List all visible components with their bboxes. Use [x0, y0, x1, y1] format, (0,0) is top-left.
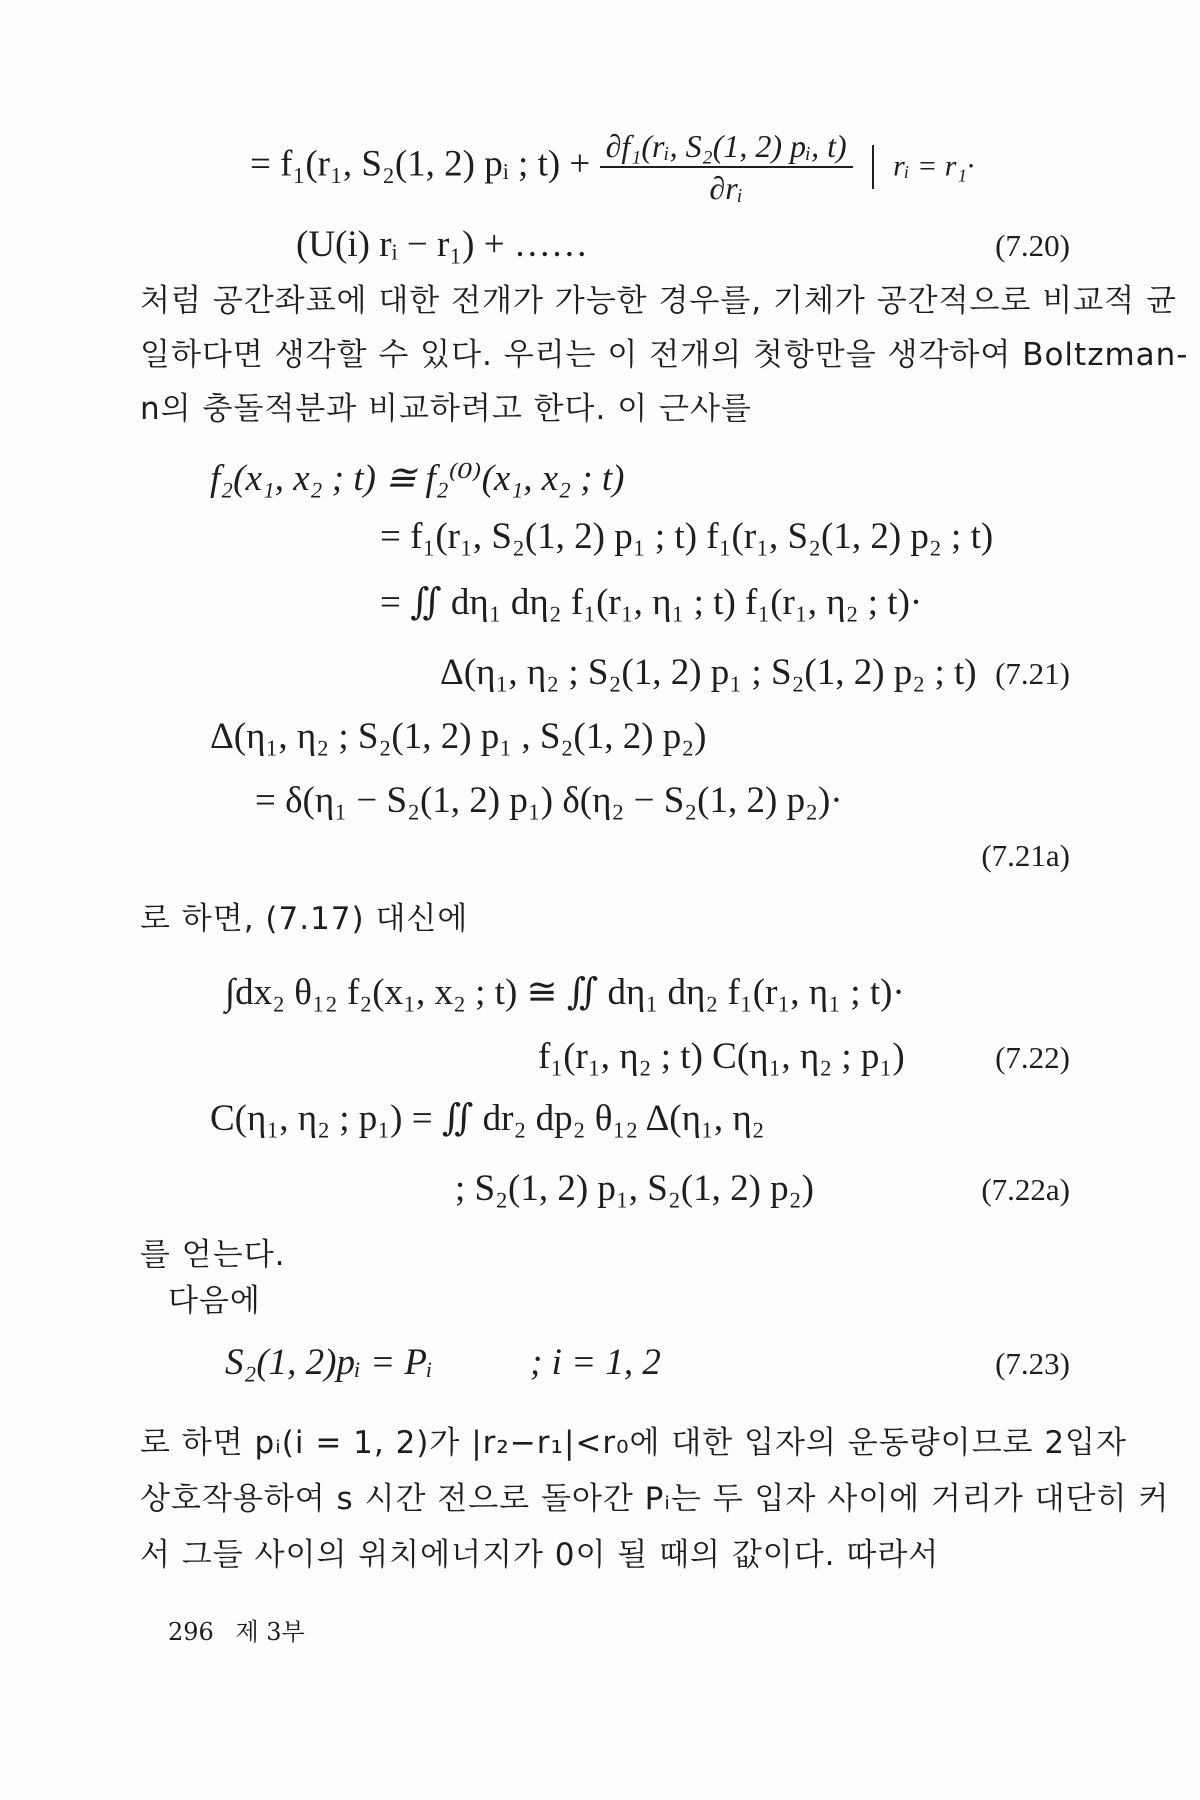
eq-7-22-line1: ∫dx₂ θ₁₂ f₂(x₁, x₂ ; t) ≅ ∬ dη₁ dη₂ f₁(r₁, η₁ ; t)· [225, 972, 905, 1013]
eq-7-21-line1: f₂(x₁, x₂ ; t) ≅ f₂⁽⁰⁾(x₁, x₂ ; t) [210, 458, 625, 499]
paragraph3: 를 얻는다. [140, 1237, 286, 1273]
eq-7-22a-line2: ; S₂(1, 2) p₁, S₂(1, 2) p₂) [455, 1168, 814, 1209]
eq-7-20-line2: (U(i) rᵢ − r₁) + …… [296, 224, 588, 265]
eq-7-22a-number: (7.22a) [981, 1172, 1070, 1207]
paragraph1-line2: 일하다면 생각할 수 있다. 우리는 이 전개의 첫항만을 생각하여 Boltzman- [140, 337, 1189, 373]
paragraph1-line1: 처럼 공간좌표에 대한 전개가 가능한 경우를, 기체가 공간적으로 비교적 균 [140, 283, 1177, 319]
eq-7-20-line1 [250, 130, 974, 204]
paragraph1-line3: n의 충돌적분과 비교하려고 한다. 이 근사를 [140, 391, 752, 427]
eq-7-20-condition: rᵢ = r₁· [893, 149, 975, 183]
eq-7-20-numerator: ∂f₁(rᵢ, S₂(1, 2) pᵢ, t) [605, 128, 847, 164]
section-label: 제 3부 [235, 1618, 305, 1646]
eq-7-21-line2: = f₁(r₁, S₂(1, 2) p₁ ; t) f₁(r₁, S₂(1, 2) p₂ ; t) [380, 516, 994, 557]
eq-7-22a-line1: C(η₁, η₂ ; p₁) = ∬ dr₂ dp₂ θ₁₂ Δ(η₁, η₂ [210, 1098, 765, 1139]
eq-7-21a-line1: Δ(η₁, η₂ ; S₂(1, 2) p₁ , S₂(1, 2) p₂) [210, 716, 707, 757]
eq-7-20-fraction [600, 130, 853, 204]
paragraph5-line1: 로 하면 pᵢ(i = 1, 2)가 |r₂−r₁|<r₀에 대한 입자의 운동량이므로 2입자 [140, 1425, 1127, 1461]
eq-7-20-number: (7.20) [995, 228, 1070, 263]
eq-7-22-number: (7.22) [995, 1040, 1070, 1075]
paragraph5-line2: 상호작용하여 s 시간 전으로 돌아간 Pᵢ는 두 입자 사이에 거리가 대단히 커 [140, 1481, 1170, 1517]
eq-7-20-eval-bar [872, 145, 874, 189]
page-number: 296 [168, 1618, 214, 1646]
eq-7-21a-line2: = δ(η₁ − S₂(1, 2) p₁) δ(η₂ − S₂(1, 2) p₂)· [255, 780, 843, 821]
eq-7-22-line2: f₁(r₁, η₂ ; t) C(η₁, η₂ ; p₁) [538, 1036, 905, 1077]
eq-7-23-number: (7.23) [995, 1346, 1070, 1381]
eq-7-21-line4: Δ(η₁, η₂ ; S₂(1, 2) p₁ ; S₂(1, 2) p₂ ; t) [440, 652, 977, 693]
eq-7-21-line3: = ∬ dη₁ dη₂ f₁(r₁, η₁ ; t) f₁(r₁, η₂ ; t)· [380, 582, 923, 623]
paragraph4: 다음에 [168, 1283, 261, 1319]
paragraph2: 로 하면, (7.17) 대신에 [140, 901, 469, 937]
eq-7-20-denominator: ∂rᵢ [600, 166, 853, 204]
eq-7-23-condition: ; i = 1, 2 [530, 1342, 661, 1383]
eq-7-20-lhs: = f₁(r₁, S₂(1, 2) pᵢ ; t) + [250, 143, 591, 185]
paragraph5-line3: 서 그들 사이의 위치에너지가 0이 될 때의 값이다. 따라서 [140, 1537, 940, 1573]
eq-7-21a-number: (7.21a) [981, 838, 1070, 873]
eq-7-23-line1: S₂(1, 2)pᵢ = Pᵢ [225, 1342, 433, 1383]
page-footer [168, 1612, 305, 1647]
eq-7-21-number: (7.21) [995, 656, 1070, 691]
